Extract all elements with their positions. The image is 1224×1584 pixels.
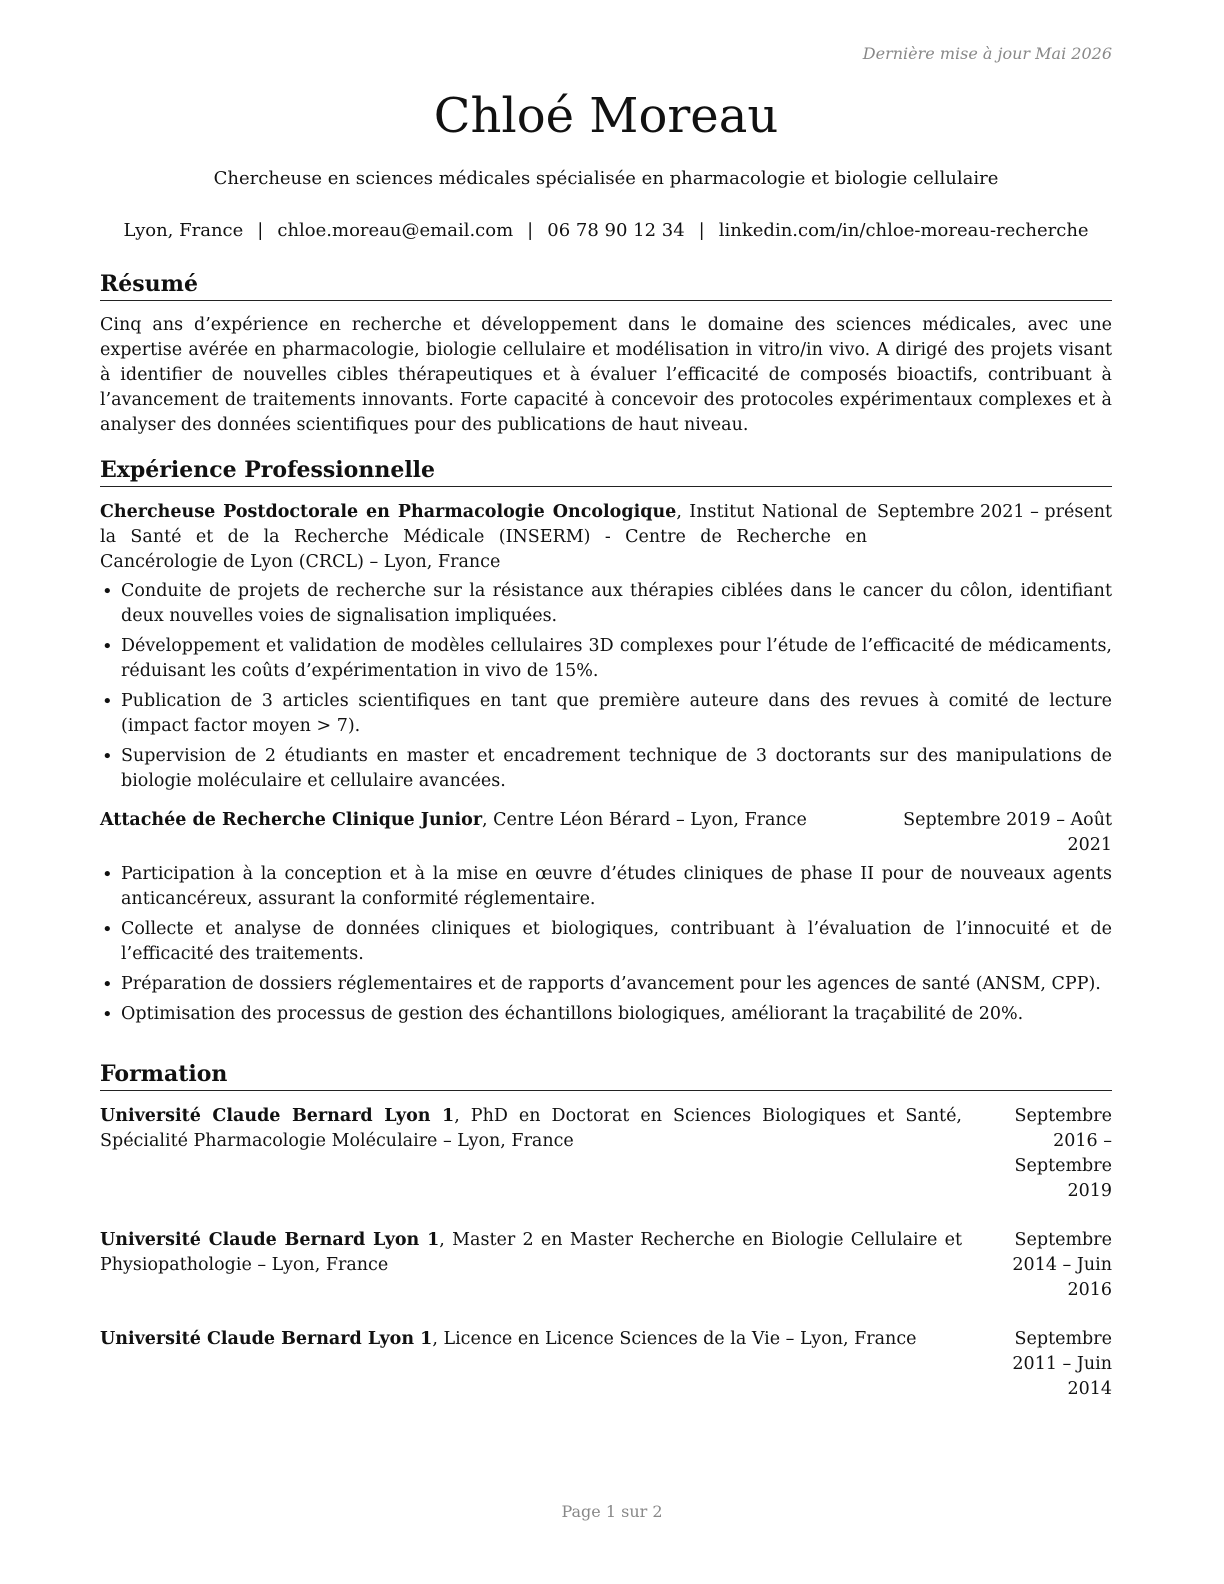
- last-updated: Dernière mise à jour Mai 2026: [862, 44, 1112, 63]
- list-item: • Publication de 3 articles scientifiques en tant que première auteure dans des revues à comité de lecture (impact factor moyen > 7).: [121, 689, 1112, 739]
- list-item: • Préparation de dossiers réglementaires et de rapports d’avancement pour les agences de santé (ANSM, CPP).: [121, 972, 1112, 997]
- education-title: Formation: [100, 1060, 1112, 1091]
- job-role: Attachée de Recherche Clinique Junior: [100, 810, 483, 830]
- summary-title: Résumé: [100, 270, 1112, 301]
- education-detail: , PhD en Doctorat en Sciences Biologiques et Santé, Spécialité Pharmacologie Moléculaire – Lyon, France: [100, 1106, 962, 1151]
- education-school: Université Claude Bernard Lyon 1: [100, 1329, 433, 1349]
- list-item: • Développement et validation de modèles cellulaires 3D complexes pour l’étude de l’efficacité de médicaments, réduisant les coûts d’expérimentation in vivo de 15%.: [121, 634, 1112, 684]
- job-title-line: [100, 500, 867, 575]
- job-role: Chercheuse Postdoctorale en Pharmacologie Oncologique: [100, 502, 677, 522]
- list-item: • Optimisation des processus de gestion des échantillons biologiques, améliorant la traçabilité de 20%.: [121, 1002, 1112, 1027]
- contact-separator: |: [698, 220, 705, 241]
- contact-separator: |: [257, 220, 264, 241]
- contact-phone[interactable]: 06 78 90 12 34: [547, 220, 685, 241]
- education-detail: , Master 2 en Master Recherche en Biologie Cellulaire et Physiopathologie – Lyon, France: [100, 1230, 962, 1275]
- contact-email[interactable]: chloe.moreau@email.com: [277, 220, 514, 241]
- job-achievements: [100, 862, 1112, 1027]
- education-detail: , Licence en Licence Sciences de la Vie – Lyon, France: [432, 1329, 917, 1349]
- job-dates: Septembre 2021 – présent: [877, 502, 1112, 522]
- education-degree-line: [100, 1327, 962, 1352]
- candidate-name: Chloé Moreau: [433, 88, 779, 144]
- contact-line: [100, 218, 1112, 244]
- list-item: • Participation à la conception et à la mise en œuvre d’études cliniques de phase II pour de nouveaux agents anticancéreux, assurant la conformité réglementaire.: [121, 862, 1112, 912]
- contact-separator: |: [527, 220, 534, 241]
- education-entry: [100, 1327, 1112, 1402]
- education-section: [100, 1060, 1112, 1402]
- job-organization: , Centre Léon Bérard – Lyon, France: [482, 810, 807, 830]
- summary-section: [100, 270, 1112, 438]
- job-title-line: [100, 808, 867, 833]
- education-school: Université Claude Bernard Lyon 1: [100, 1230, 440, 1250]
- list-item: • Collecte et analyse de données cliniques et biologiques, contribuant à l’évaluation de l’innocuité et de l’efficacité des traitements.: [121, 917, 1112, 967]
- education-dates: Septembre 2011 – Juin 2014: [1012, 1329, 1112, 1399]
- experience-section: [100, 456, 1112, 1032]
- candidate-headline: Chercheuse en sciences médicales spécialisée en pharmacologie et biologie cellulaire: [213, 168, 999, 189]
- job-entry: [100, 808, 1112, 1027]
- contact-location: Lyon, France: [123, 220, 244, 241]
- job-header: [100, 808, 1112, 858]
- education-degree-line: [100, 1104, 962, 1154]
- list-item: • Supervision de 2 étudiants en master et encadrement technique de 3 doctorants sur des manipulations de biologie moléculaire et cellulaire avancées.: [121, 744, 1112, 794]
- page-number: Page 1 sur 2: [561, 1502, 663, 1521]
- experience-title: Expérience Professionnelle: [100, 456, 1112, 487]
- job-entry: [100, 500, 1112, 794]
- education-entry: [100, 1228, 1112, 1303]
- job-organization: , Institut National de la Santé et de la Recherche Médicale (INSERM) - Centre de Recherche en Cancérologie de Lyon (CRCL) – Lyon, France: [100, 502, 867, 572]
- resume-page: [100, 0, 1112, 1584]
- education-degree-line: [100, 1228, 962, 1278]
- job-dates: Septembre 2019 – Août 2021: [903, 810, 1112, 855]
- list-item: • Conduite de projets de recherche sur la résistance aux thérapies ciblées dans le cancer du côlon, identifiant deux nouvelles voies de signalisation impliquées.: [121, 579, 1112, 629]
- education-dates: Septembre 2014 – Juin 2016: [1012, 1230, 1112, 1300]
- job-achievements: [100, 579, 1112, 794]
- education-dates: Septembre 2016 – Septembre 2019: [1014, 1106, 1112, 1201]
- education-school: Université Claude Bernard Lyon 1: [100, 1106, 455, 1126]
- job-header: [100, 500, 1112, 575]
- education-entry: [100, 1104, 1112, 1204]
- summary-text: Cinq ans d’expérience en recherche et développement dans le domaine des sciences médicales, avec une expertise avérée en pharmacologie, biologie cellulaire et modélisation in vitro/in vivo. A dirigé des projets visant à identifier de nouvelles cibles thérapeutiques et à évaluer l’efficacité de composés bioactifs, contribuant à l’avancement de traitements innovants. Forte capacité à concevoir des protocoles expérimentaux complexes et à analyser des données scientifiques pour des publications de haut niveau.: [100, 315, 1112, 435]
- contact-linkedin[interactable]: linkedin.com/in/chloe-moreau-recherche: [718, 220, 1089, 241]
